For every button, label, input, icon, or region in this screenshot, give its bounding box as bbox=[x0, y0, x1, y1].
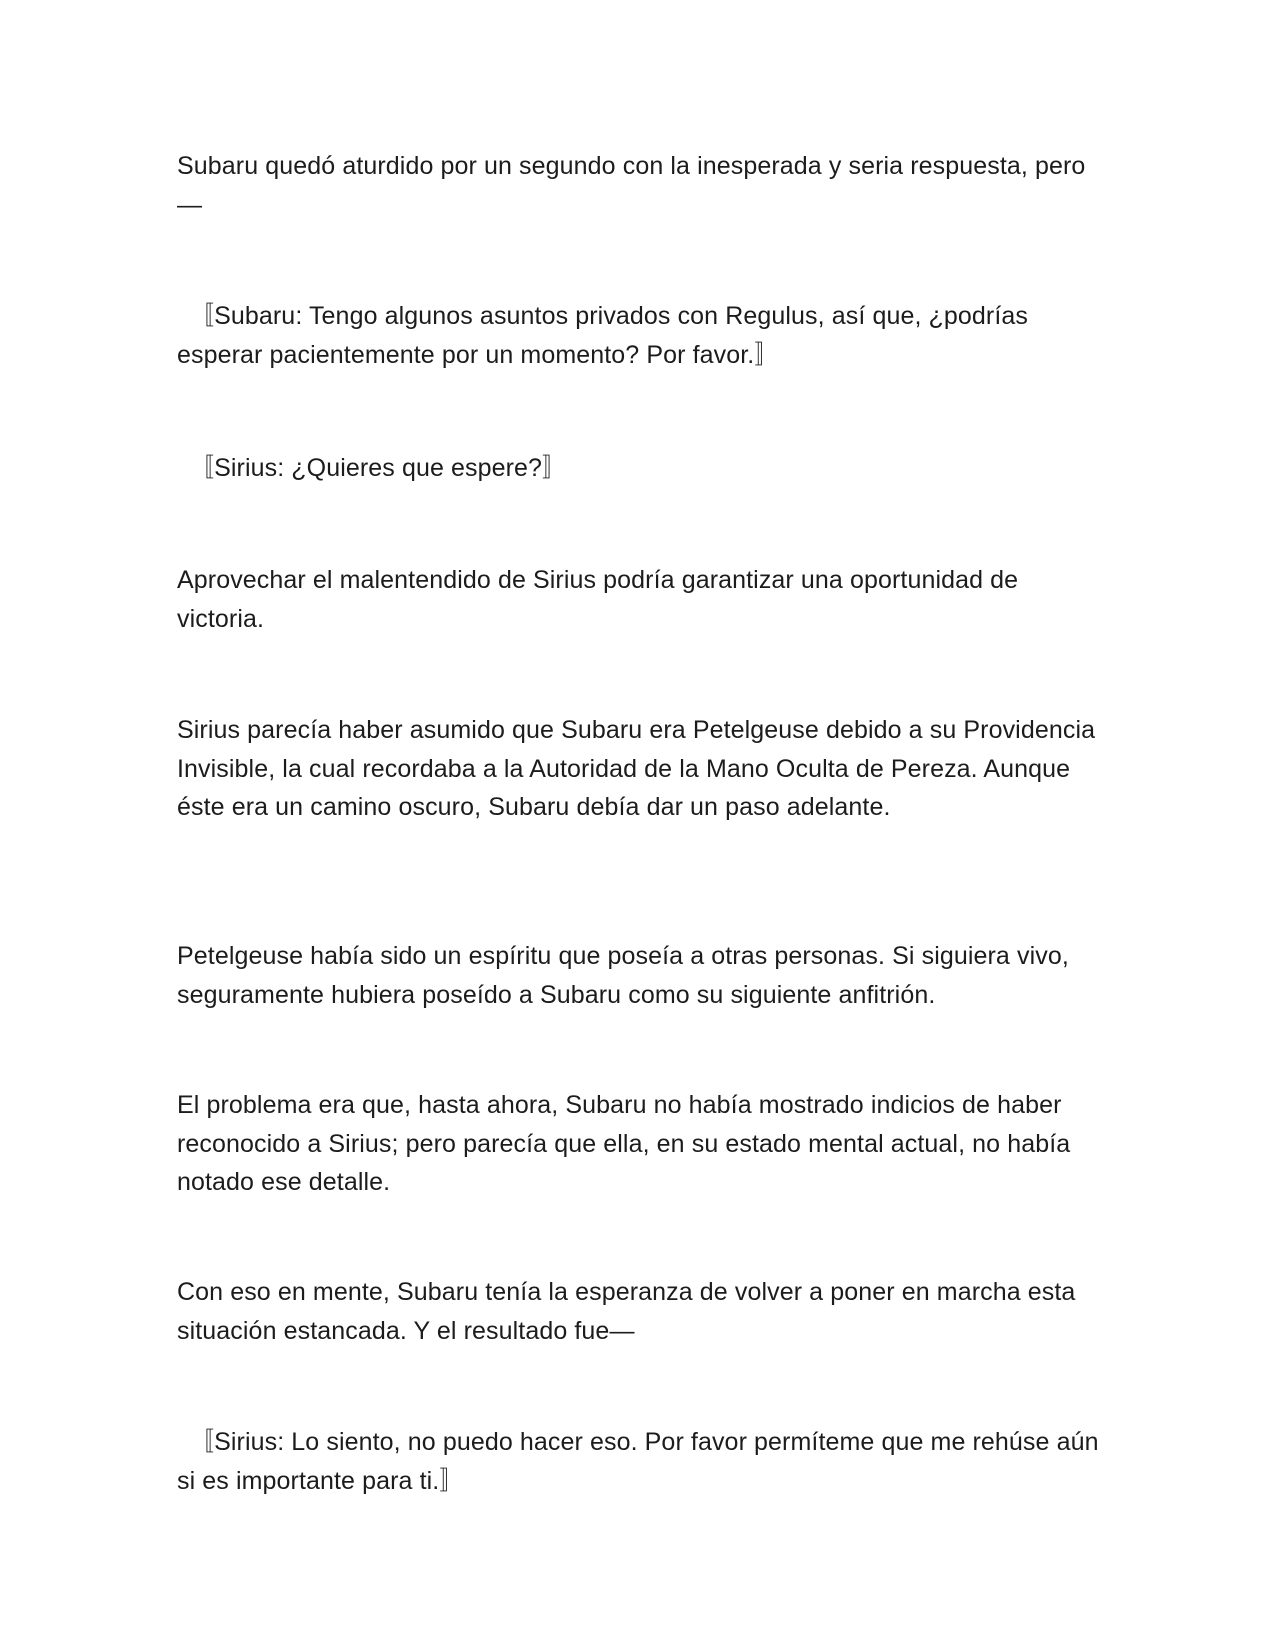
paragraph-2: Aprovechar el malentendido de Sirius podría garantizar una oportunidad de victoria. bbox=[177, 566, 1019, 633]
paragraph-4: Petelgeuse había sido un espíritu que poseía a otras personas. Si siguiera vivo, seguramente hubiera poseído a Subaru como su siguiente anfitrión. bbox=[177, 942, 1069, 1009]
paragraph-1: Subaru quedó aturdido por un segundo con la inesperada y seria respuesta, pero— bbox=[177, 152, 1086, 219]
dialogue-sirius-question: 〚Sirius: ¿Quieres que espere?〛 bbox=[189, 454, 568, 482]
paragraph-3: Sirius parecía haber asumido que Subaru era Petelgeuse debido a su Providencia Invisible, la cual recordaba a la Autoridad de la Mano Oculta de Pereza. Aunque éste era un camino oscuro, Subaru debía dar un paso adelante. bbox=[177, 716, 1096, 821]
dialogue-subaru: 〚Subaru: Tengo algunos asuntos privados con Regulus, así que, ¿podrías esperar pacientemente por un momento? Por favor.〛 bbox=[177, 302, 1029, 369]
dialogue-sirius-refusal: 〚Sirius: Lo siento, no puedo hacer eso. Por favor permíteme que me rehúse aún si es importante para ti.〛 bbox=[177, 1428, 1099, 1495]
paragraph-6: Con eso en mente, Subaru tenía la esperanza de volver a poner en marcha esta situación estancada. Y el resultado fue— bbox=[177, 1278, 1076, 1345]
paragraph-5: El problema era que, hasta ahora, Subaru no había mostrado indicios de haber reconocido a Sirius; pero parecía que ella, en su estado mental actual, no había notado ese detalle. bbox=[177, 1091, 1071, 1196]
